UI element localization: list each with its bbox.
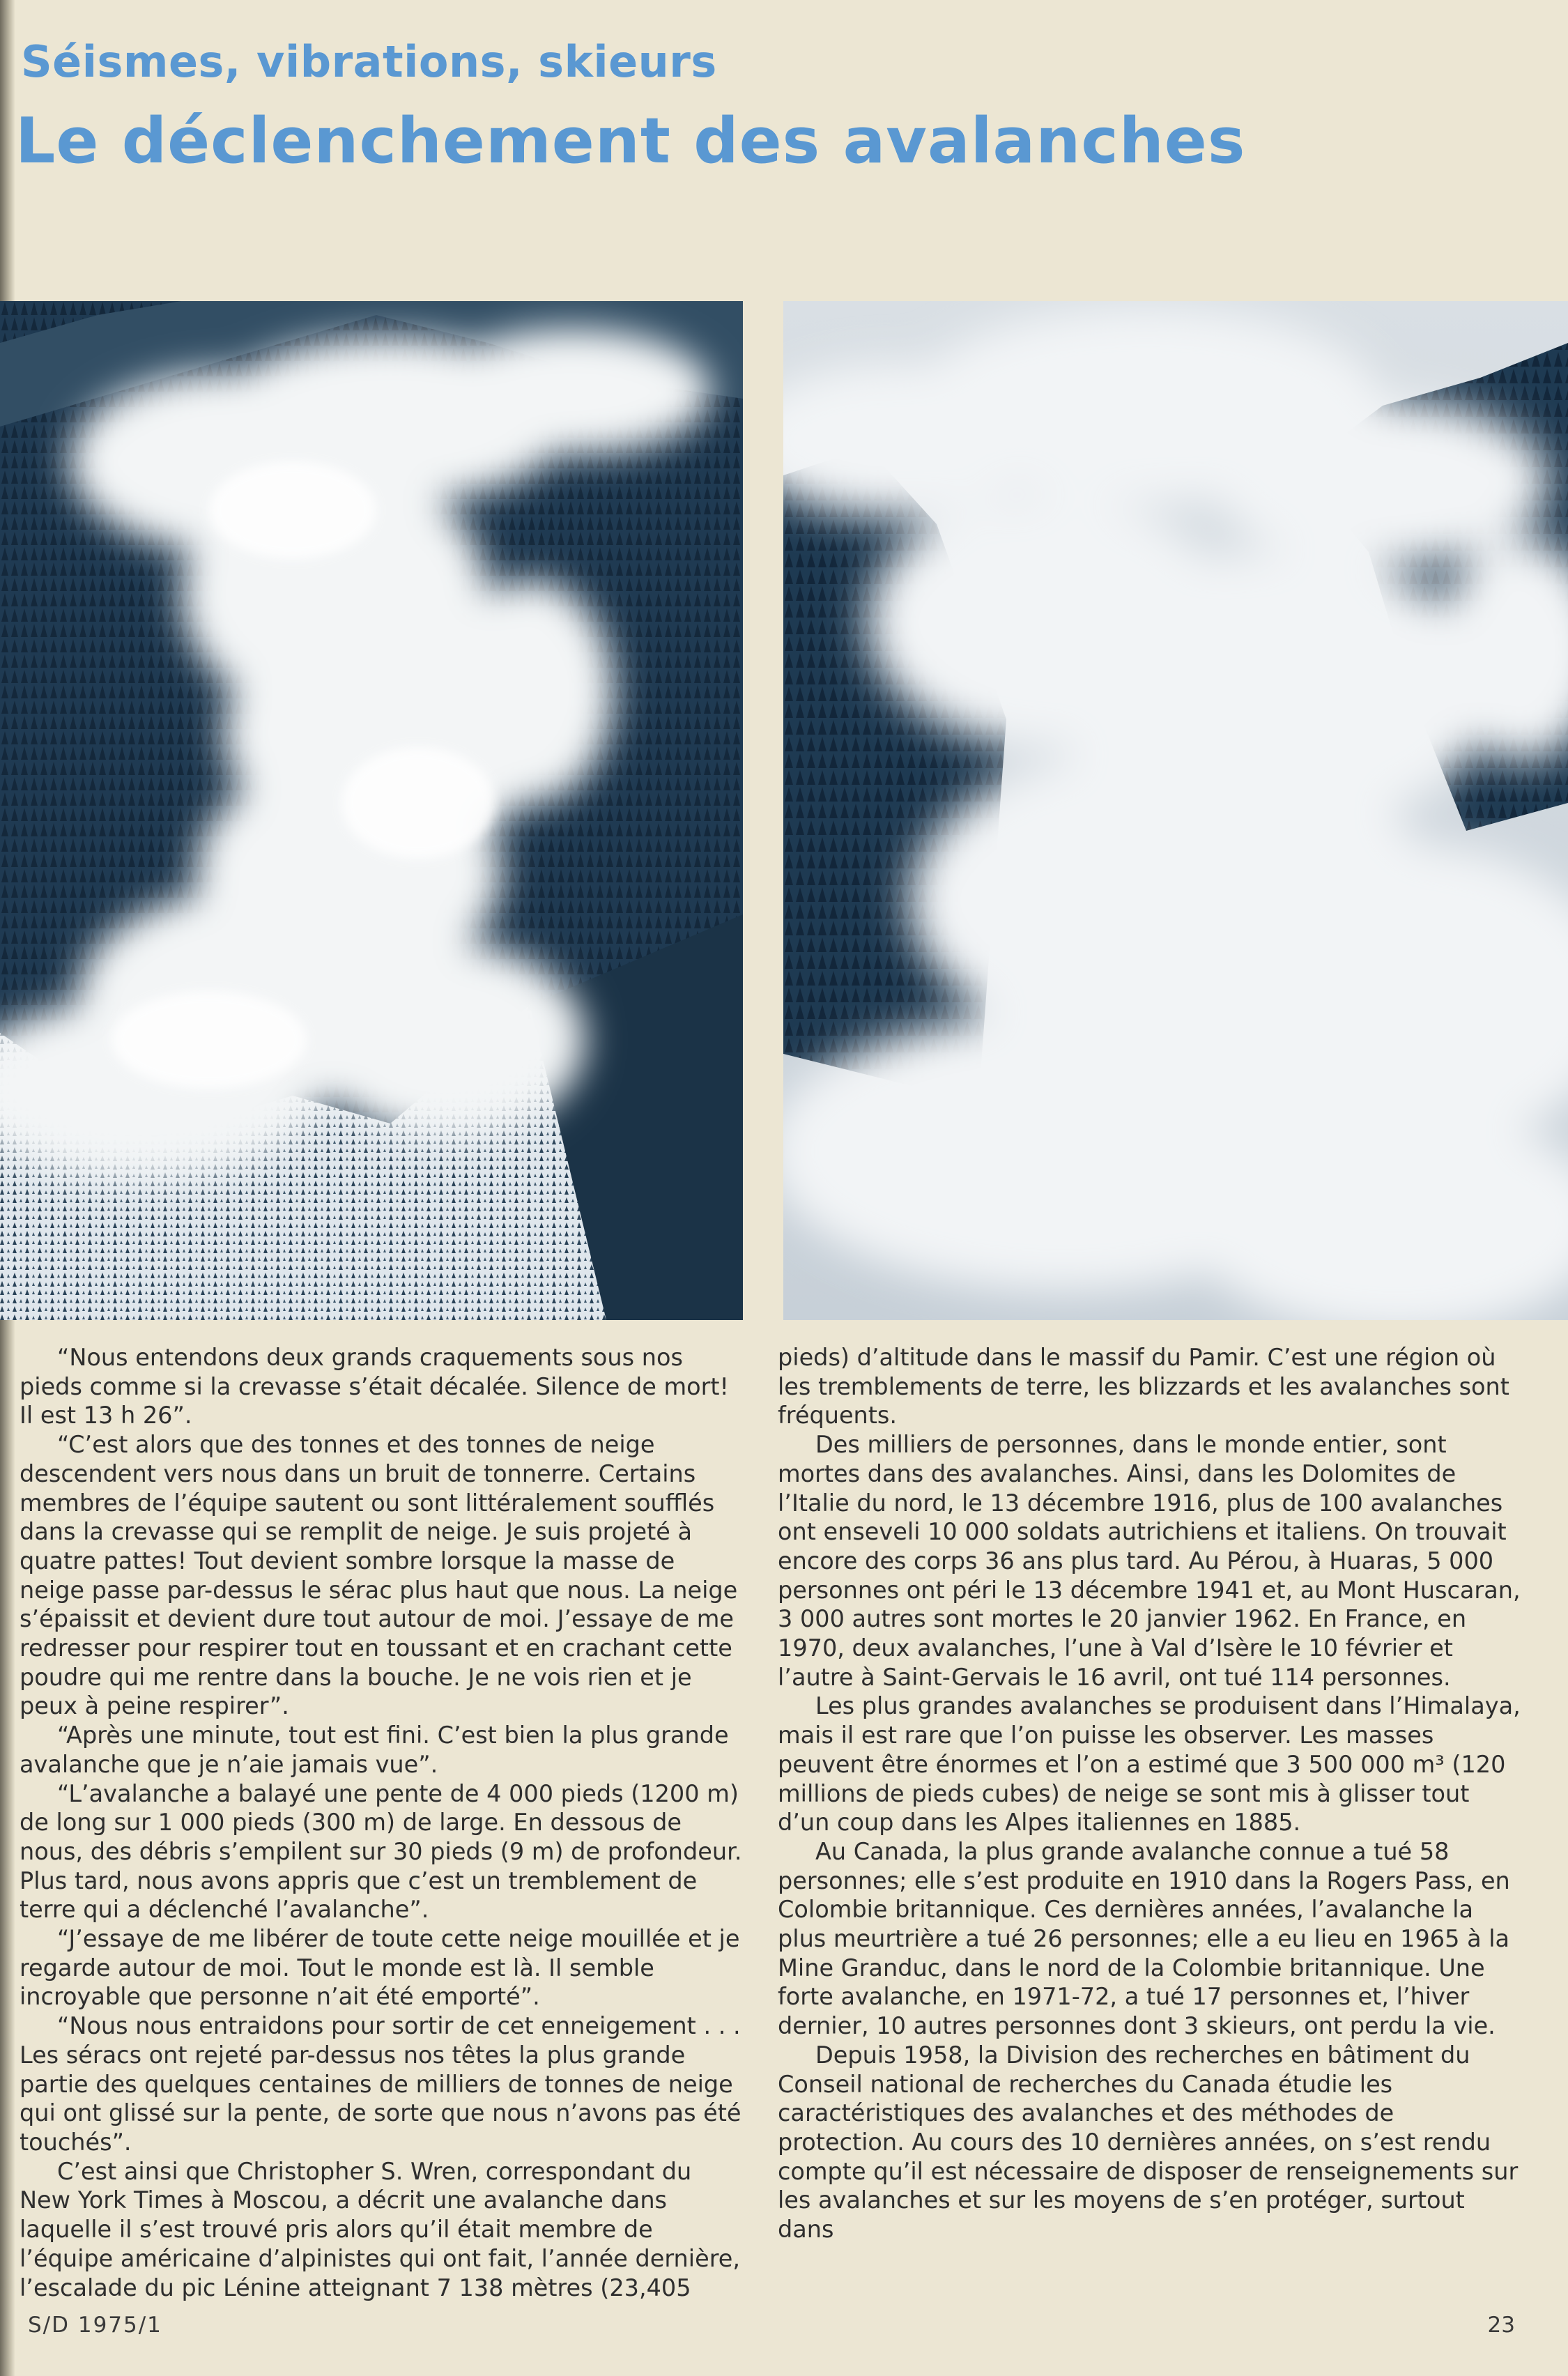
article-column-right — [778, 1343, 1523, 2244]
avalanche-photo-right — [783, 301, 1568, 1320]
paragraph: “Nous entendons deux grands craquements sous nos pieds comme si la crevasse s’était décalée. Silence de mort! Il est 13 h 26”. — [20, 1344, 729, 1430]
avalanche-photo-icon — [783, 301, 1568, 1320]
paragraph: “C’est alors que des tonnes et des tonnes de neige descendent vers nous dans un bruit de tonnerre. Certains membres de l’équipe sautent ou sont littéralement soufflés dans la crevasse qui se remplit de neige. Je suis projeté à quatre pattes! Tout devient sombre lorsque la masse de neige passe par-dessus le sérac plus haut que nous. La neige s’épaissit et devient dure tout autour de moi. J’essaye de me redresser pour respirer tout en toussant et en crachant cette poudre qui me rentre dans la bouche. Je ne vois rien et je peux à peine respirer”. — [20, 1431, 738, 1720]
paragraph: “J’essaye de me libérer de toute cette neige mouillée et je regarde autour de moi. Tout le monde est là. Il semble incroyable que personne n’ait été emporté”. — [20, 1925, 740, 2011]
paragraph: Au Canada, la plus grande avalanche connue a tué 58 personnes; elle s’est produite en 1910 dans la Rogers Pass, en Colombie britannique. Ces dernières années, l’avalanche la plus meurtrière a tué 26 personnes; elle a eu lieu en 1965 à la Mine Granduc, dans le nord de la Colombie britannique. Une forte avalanche, en 1971-72, a tué 17 personnes et, l’hiver dernier, 10 autres personnes dont 3 skieurs, ont perdu la vie. — [778, 1837, 1510, 2040]
paragraph: C’est ainsi que Christopher S. Wren, correspondant du New York Times à Moscou, a décrit une avalanche dans laquelle il s’est trouvé pris alors qu’il était membre de l’équipe américaine d’alpinistes qui ont fait, l’année dernière, l’escalade du pic Lénine atteignant 7 138 mètres (23,405 — [20, 2157, 741, 2301]
avalanche-photo-left — [0, 301, 743, 1320]
paragraph: Des milliers de personnes, dans le monde entier, sont mortes dans des avalanches. Ainsi, dans les Dolomites de l’Italie du nord, le 13 décembre 1916, plus de 100 avalanches ont enseveli 10 000 soldats autrichiens et italiens. On trouvait encore des corps 36 ans plus tard. Au Pérou, à Huaras, 5 000 personnes ont péri le 13 décembre 1941 et, au Mont Huscaran, 3 000 autres sont mortes le 20 janvier 1962. En France, en 1970, deux avalanches, l’une à Val d’Isère le 10 février et l’autre à Saint-Gervais le 16 avril, ont tué 114 personnes. — [778, 1431, 1521, 1691]
issue-label: S/D 1975/1 — [28, 2313, 162, 2338]
paragraph: Depuis 1958, la Division des recherches en bâtiment du Conseil national de recherches du Canada étudie les caractéristiques des avalanches et des méthodes de protection. Au cours des 10 dernières années, on s’est rendu compte qu’il est nécessaire de disposer de renseignements sur les avalanches et sur les moyens de s’en protéger, surtout dans — [778, 2041, 1519, 2244]
article-column-left — [20, 1343, 744, 2302]
paragraph: “L’avalanche a balayé une pente de 4 000 pieds (1200 m) de long sur 1 000 pieds (300 m) de large. En dessous de nous, des débris s’empilent sur 30 pieds (9 m) de profondeur. Plus tard, nous avons appris que c’est un tremblement de terre qui a déclenché l’avalanche”. — [20, 1779, 742, 1924]
avalanche-photo-icon — [0, 301, 743, 1320]
article-kicker: Séismes, vibrations, skieurs — [21, 36, 717, 87]
paragraph: “Nous nous entraidons pour sortir de cet enneigement . . . Les séracs ont rejeté par-dessus nos têtes la plus grande partie des quelques centaines de milliers de tonnes de neige qui ont glissé sur la pente, de sorte que nous n’avons pas été touchés”. — [20, 2012, 741, 2156]
paragraph: “Après une minute, tout est fini. C’est bien la plus grande avalanche que je n’aie jamais vue”. — [20, 1722, 729, 1778]
page-number: 23 — [1487, 2313, 1515, 2338]
paragraph: Les plus grandes avalanches se produisent dans l’Himalaya, mais il est rare que l’on puisse les observer. Les masses peuvent être énormes et l’on a estimé que 3 500 000 m³ (120 millions de pieds cubes) de neige se sont mis à glisser tout d’un coup dans les Alpes italiennes en 1885. — [778, 1692, 1521, 1837]
paragraph: pieds) d’altitude dans le massif du Pamir. C’est une région où les tremblements de terre, les blizzards et les avalanches sont fréquents. — [778, 1344, 1509, 1430]
article-title: Le déclenchement des avalanches — [15, 105, 1246, 178]
